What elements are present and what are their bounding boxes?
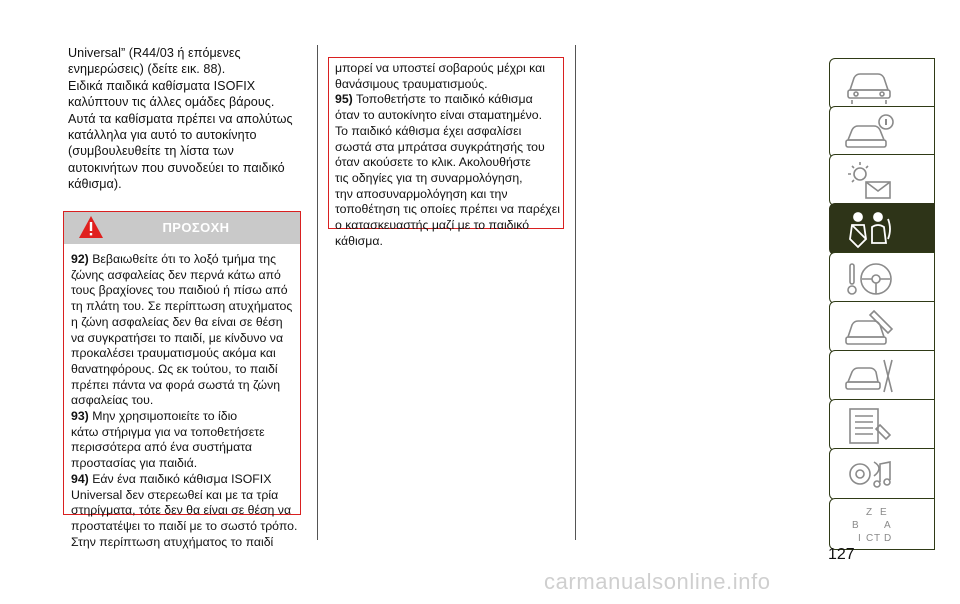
alphabetical-index-icon (844, 504, 896, 546)
tab-multimedia[interactable] (829, 448, 935, 500)
warning-line (71, 315, 299, 331)
safety-seatbelt-airbag-icon (844, 209, 896, 251)
warning-line (335, 218, 563, 234)
warning-text: θανατηφόρους. Ως εκ τούτου, το παιδί (71, 361, 278, 376)
warning-line (335, 140, 563, 156)
tab-car-info[interactable] (829, 106, 935, 158)
warning-text: τη πλάτη του. Σε περίπτωση ατυχήματος (71, 299, 293, 314)
warning-text: σωστά στα μπράτσα συγκράτησής του (335, 139, 545, 154)
warning-line (71, 425, 299, 441)
warning-title: ΠΡΟΣΟΧΗ (162, 220, 230, 235)
tab-emergency[interactable] (829, 301, 935, 353)
warning-text: Τοποθετήστε το παιδικό κάθισμα (355, 92, 533, 107)
tab-starting-driving[interactable] (829, 252, 935, 304)
warning-text: κάθισμα. (335, 233, 383, 248)
text-line: (συμβουλευθείτε τη λίστα των (68, 144, 234, 159)
index-letter: B (852, 520, 859, 531)
intro-paragraph (68, 45, 308, 193)
text-line: κατάλληλα για αυτό το αυτοκίνητο (68, 128, 257, 143)
text-line: μπορεί να υποστεί σοβαρούς μέχρι και (335, 61, 546, 75)
warning-line (71, 456, 299, 472)
warning-text: την αποσυναρμολόγηση και την (335, 186, 508, 201)
warning-text: Universal δεν στερεωθεί και με τα τρία (71, 487, 279, 502)
multimedia-icon (844, 454, 896, 496)
warning-text: τις οδηγίες για τη συναρμολόγηση, (335, 170, 523, 185)
warning-text: να συγκρατήσει το παιδί, με κίνδυνο να (71, 330, 284, 345)
warning-box-continued (328, 57, 564, 248)
index-letter: D (884, 533, 892, 544)
tab-safety[interactable] (829, 203, 935, 255)
warning-line (71, 503, 299, 519)
tab-lights-messages[interactable] (829, 154, 935, 206)
text-line: κάθισμα). (68, 177, 122, 192)
warning-line (71, 519, 299, 535)
warning-text: Μην χρησιμοποιείτε το ίδιο (92, 409, 238, 424)
text-line: Universal” (R44/03 ή επόμενες (68, 46, 241, 60)
warning-number: 92) (71, 252, 89, 266)
warning-number: 95) (335, 92, 353, 107)
warning-text: προστατέψει το παιδί με το σωστό τρόπο. (71, 518, 298, 533)
warning-text: ζώνης ασφαλείας δεν περνά κάτω από (71, 267, 281, 282)
warning-line (71, 252, 299, 268)
index-letter: T (874, 533, 881, 544)
starting-driving-steering-icon (844, 258, 896, 300)
warning-line (71, 299, 299, 315)
warning-text: στηρίγματα, τότε δεν θα είναι σε θέση να (71, 503, 292, 518)
tab-dashboard[interactable] (829, 58, 935, 110)
warning-text: τους βραχίονες του παιδιού ή πίσω από (71, 283, 288, 298)
car-dashboard-icon (844, 64, 896, 106)
warning-line (71, 331, 299, 347)
warning-text: πρέπει πάντα να φορά σωστά τη ζώνη (71, 377, 281, 392)
warning-line (71, 535, 299, 551)
text-line: Αυτά τα καθίσματα πρέπει να απολύτως (68, 111, 293, 126)
text-line: Ειδικά παιδικά καθίσματα ISOFIX (68, 78, 256, 93)
warning-box (63, 211, 301, 549)
warning-text: Στην περίπτωση ατυχήματος το παιδί (71, 534, 274, 549)
index-letter: C (866, 533, 874, 544)
index-letter: E (880, 507, 887, 518)
warning-line (71, 409, 299, 425)
warning-text: Το παιδικό κάθισμα έχει ασφαλίσει (335, 123, 522, 138)
warning-text: ο κατασκευαστής μαζί με το παιδικό (335, 218, 530, 233)
index-letter: Z (866, 507, 873, 518)
column-divider-left (317, 45, 318, 540)
warning-body (71, 252, 299, 550)
text-line: αυτοκινήτων που συνοδεύει το παιδικό (68, 160, 285, 175)
tab-index[interactable] (829, 498, 935, 550)
warning-text: κάτω στήριγμα για να τοποθετήσετε (71, 424, 265, 439)
warning-text: τοποθέτηση τις οποίες πρέπει να παρέχει (335, 202, 560, 217)
warning-number: 93) (71, 409, 89, 424)
text-line: ενημερώσεις) (δείτε εικ. 88). (68, 62, 226, 77)
warning-line (71, 393, 299, 409)
warning-text: Εάν ένα παιδικό κάθισμα ISOFIX (92, 471, 272, 486)
warning-line (71, 268, 299, 284)
warning-body-continued (335, 61, 563, 249)
warning-text: ασφαλείας του. (71, 393, 154, 408)
watermark: carmanualsonline.info (544, 569, 771, 594)
column-divider-right (575, 45, 576, 540)
warning-line (71, 283, 299, 299)
warning-line (335, 92, 563, 108)
warning-line (335, 171, 563, 187)
warning-line (335, 234, 563, 250)
tab-technical-data[interactable] (829, 399, 935, 451)
technical-data-list-icon (844, 405, 896, 447)
warning-text: Βεβαιωθείτε ότι το λοξό τμήμα της (92, 252, 277, 266)
maintenance-car-tools-icon (844, 356, 896, 398)
warning-text: περισσότερα από ένα συστήματα (71, 440, 252, 455)
car-info-icon (844, 112, 896, 154)
tab-maintenance[interactable] (829, 350, 935, 402)
index-letter: A (884, 520, 891, 531)
warning-line (335, 202, 563, 218)
warning-text: όταν ακούσετε το κλικ. Ακολουθήστε (335, 155, 531, 170)
warning-line (335, 155, 563, 171)
warning-line (335, 124, 563, 140)
warning-line (71, 362, 299, 378)
warning-text: προστασίας για παιδιά. (71, 456, 198, 471)
lights-message-icon (844, 160, 896, 202)
warning-text: όταν το αυτοκίνητο είναι σταματημένο. (335, 108, 542, 123)
warning-line (335, 108, 563, 124)
warning-line (335, 187, 563, 203)
warning-text: η ζώνη ασφαλείας δεν θα είναι σε θέση (71, 314, 283, 329)
warning-line (71, 346, 299, 362)
text-line: θανάσιμους τραυματισμούς. (335, 76, 488, 91)
warning-line (71, 472, 299, 488)
warning-header (64, 212, 300, 244)
index-letter: I (858, 533, 861, 544)
warning-text: προκαλέσει τραυματισμούς ακόμα και (71, 346, 276, 361)
warning-number: 94) (71, 471, 89, 486)
warning-line (71, 378, 299, 394)
page-number: 127 (828, 546, 855, 563)
warning-line (71, 488, 299, 504)
text-line: καλύπτουν τις άλλες ομάδες βάρους. (68, 95, 275, 110)
emergency-car-crash-icon (844, 307, 896, 349)
warning-line (71, 440, 299, 456)
